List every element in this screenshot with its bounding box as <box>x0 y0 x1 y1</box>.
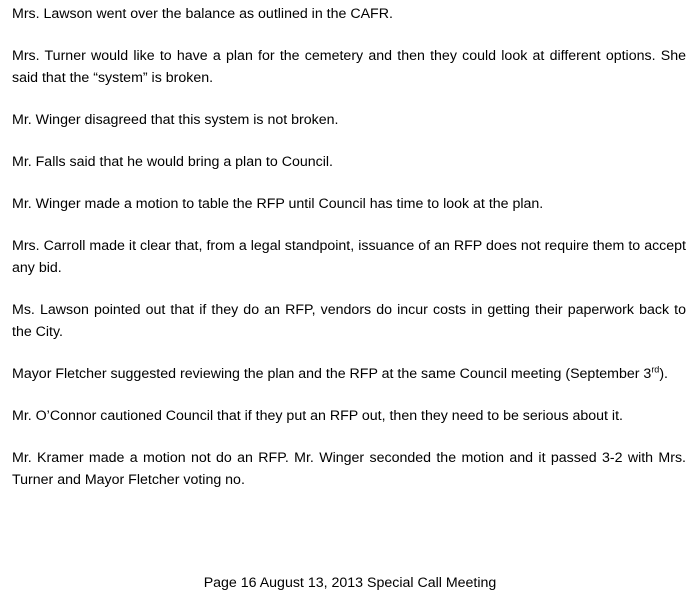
fletcher-end: ). <box>659 366 668 382</box>
paragraph: Mrs. Lawson went over the balance as outlined in the CAFR. <box>12 6 393 22</box>
paragraph-fletcher <box>12 363 686 385</box>
ordinal-suffix: rd <box>651 364 660 375</box>
paragraph: Mrs. Carroll made it clear that, from a legal standpoint, issuance of an RFP does not require them to accept any bid. <box>12 238 686 276</box>
paragraph: Mr. Winger disagreed that this system is not broken. <box>12 112 339 128</box>
paragraph: Ms. Lawson pointed out that if they do an RFP, vendors do incur costs in getting their paperwork back to the City. <box>12 302 686 340</box>
page-footer: Page 16 August 13, 2013 Special Call Meeting <box>203 575 497 591</box>
paragraph: Mr. Winger made a motion to table the RFP until Council has time to look at the plan. <box>12 196 544 212</box>
paragraph: Mr. Kramer made a motion not do an RFP. Mr. Winger seconded the motion and it passed 3-2 with Mrs. Turner and Mayor Fletcher voting no. <box>12 450 686 488</box>
document-body <box>12 3 686 511</box>
paragraph: Mr. Falls said that he would bring a plan to Council. <box>12 154 333 170</box>
fletcher-text: Mayor Fletcher suggested reviewing the plan and the RFP at the same Council meeting (September 3 <box>12 366 652 382</box>
paragraph: Mr. O’Connor cautioned Council that if they put an RFP out, then they need to be serious about it. <box>12 408 623 424</box>
paragraph: Mrs. Turner would like to have a plan for the cemetery and then they could look at different options. She said that the “system” is broken. <box>12 48 686 86</box>
